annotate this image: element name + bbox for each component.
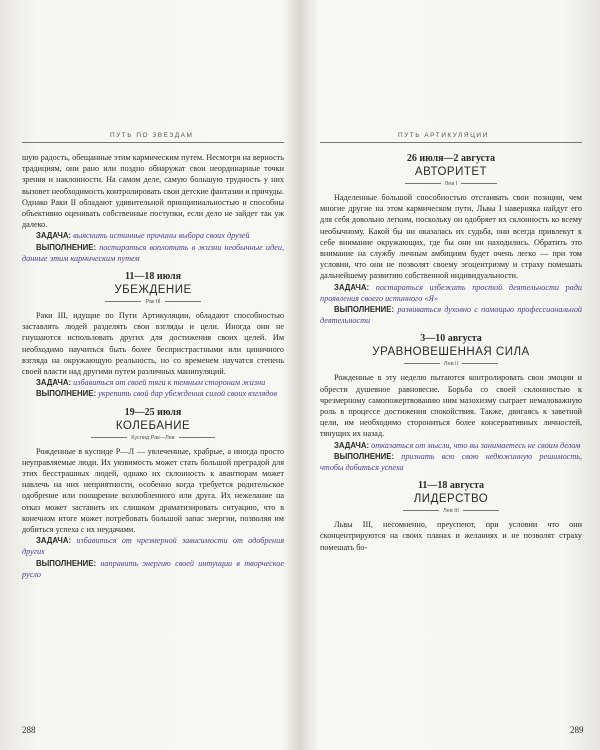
- section-text: Рожденные в эту неделю пытаются контролировать свои эмоции и обрести душевное равновесие. Борьба со своей склонностью к чрезмерному самопожертвованию ним мазохизму сыграет немаловажную роль в процессе достижения спокойствия. Также, двигаясь к заветной цели, им необходимо сторониться более консервативных личностей, тянущих их назад.: [320, 373, 582, 439]
- section-text: Львы III, несомненно, преуспеют, при условии что они сконцентрируются на своих планах и желаниях и не позволят страху помешать бо-: [320, 520, 582, 552]
- section-task: ЗАДАЧА: постараться избежать простой деятельности ради проявления своего истинного «Я»: [320, 282, 583, 303]
- section-text: Раки III, идущие по Пути Артикуляции, обладают способностью заставлять людей разделять свои взгляды и цели. Иногда они не гнушаются использовать других для достижения своих целей. Им необходимо научиться быть более беспристрастными или циничного взгляда на окружающую реальность, но со временем научатся степень своей власти над другими путем различных манипуляций.: [22, 311, 284, 377]
- section-task: ЗАДАЧА: избавиться от чрезмерной зависимости от одобрения других: [22, 536, 285, 557]
- section-sign: Куспид Рак—Лев: [22, 434, 284, 443]
- section-sign: Лев II: [320, 360, 582, 369]
- section-title: ЛИДЕРСТВО: [413, 493, 489, 506]
- section-title: АВТОРИТЕТ: [414, 166, 488, 178]
- header-rule-left: [22, 142, 284, 143]
- intro-fulfil: ВЫПОЛНЕНИЕ: постараться воплотить в жизни необычные идеи, данные этим кармическим путем: [22, 242, 285, 263]
- section-date: 11—18 августа: [417, 480, 485, 492]
- section-date: 19—25 июля: [124, 406, 182, 418]
- section-fulfil: ВЫПОЛНЕНИЕ: укрепить свой дар убеждения силой своих взглядов: [36, 389, 278, 399]
- header-rule-right: [320, 142, 582, 143]
- page-number-left: 288: [22, 725, 36, 735]
- section-fulfil: ВЫПОЛНЕНИЕ: признать всю свою недюжинную решимость, чтобы добиться успеха: [320, 451, 583, 473]
- section-task: ЗАДАЧА: отказаться от мысли, что вы занимаетесь не своим делом: [334, 440, 581, 450]
- intro-task: ЗАДАЧА: выяснить истинные причины выбора своих друзей: [36, 231, 250, 241]
- running-head-left: ПУТЬ ПО ЗВЕЗДАМ: [110, 132, 194, 139]
- section-title: УРАВНОВЕШЕННАЯ СИЛА: [372, 346, 530, 359]
- section-text: Наделенные большой способностью отстаивать свои позиции, чем многие другие на этом кармическом пути, Львы I наверняка найдут его для себя довольно легким, поскольку он одобряет их склонность ко всему необычному. Какой бы ни оказалась их судьба, они всегда привлекут к себе внимание окружающих, где бы они ни находились. Обратить это внимание на службу личным амбициям будет очень легко — при том условии, что они не позволят своему эгоцентризму и страху помешать дальнейшему развитию собственной индивидуальности.: [320, 193, 582, 281]
- section-date: 11—18 июля: [124, 271, 182, 283]
- section-fulfil: ВЫПОЛНЕНИЕ: развиваться духовно с помощью профессиональной деятельности: [320, 305, 583, 326]
- section-title: УБЕЖДЕНИЕ: [114, 284, 192, 297]
- section-title: КОЛЕБАНИЕ: [115, 419, 191, 432]
- page-number-right: 289: [570, 725, 584, 735]
- left-body: [22, 152, 284, 580]
- section-sign: Лев III: [320, 507, 582, 516]
- section-fulfil: ВЫПОЛНЕНИЕ: направить энергию своей интуиции в творческое русло: [22, 558, 285, 579]
- right-page: [300, 0, 600, 750]
- section-sign: Лев I: [320, 180, 582, 189]
- section-date: 3—10 августа: [420, 333, 482, 345]
- right-body: [320, 152, 582, 553]
- section-text: Рожденные в куспиде Р—Л — увлеченные, храбрые, а иногда просто неуправляемые люди. Их уязвимость может стать большой преградой для этих бесстрашных людей, однако их склонность к авантюрам может навлечь на них неприятности, особенно когда требуется родительское одобрение или поощрение возлюбленного или друга. Их нежелание на отказ может заставить их слишком драматизировать ситуацию, что в конечном итоге может потребовать большой запас энергии, позволяя им добиться успеха с их неудачами.: [22, 446, 284, 535]
- section-date: 26 июля—2 августа: [406, 153, 496, 164]
- section-task: ЗАДАЧА: избавиться от своей тяги к темным сторонам жизни: [36, 378, 266, 388]
- section-sign: Рак III: [22, 298, 284, 307]
- intro-paragraph: шую радость, обещанные этим кармическим путем. Несмотря на верность традициям, они рано или поздно обнаружат свои неординарные точки зрения и наклонности. На самом деле, самую большую трудность у них вызовет необходимость контролировать свои детские фантазии и причуды. Однако Раки II обладают удивительной принципиальностью и способны объективно оценивать собственные поступки, если дело не зайдет так уж далеко.: [22, 153, 284, 230]
- running-head-right: ПУТЬ АРТИКУЛЯЦИИ: [398, 132, 489, 139]
